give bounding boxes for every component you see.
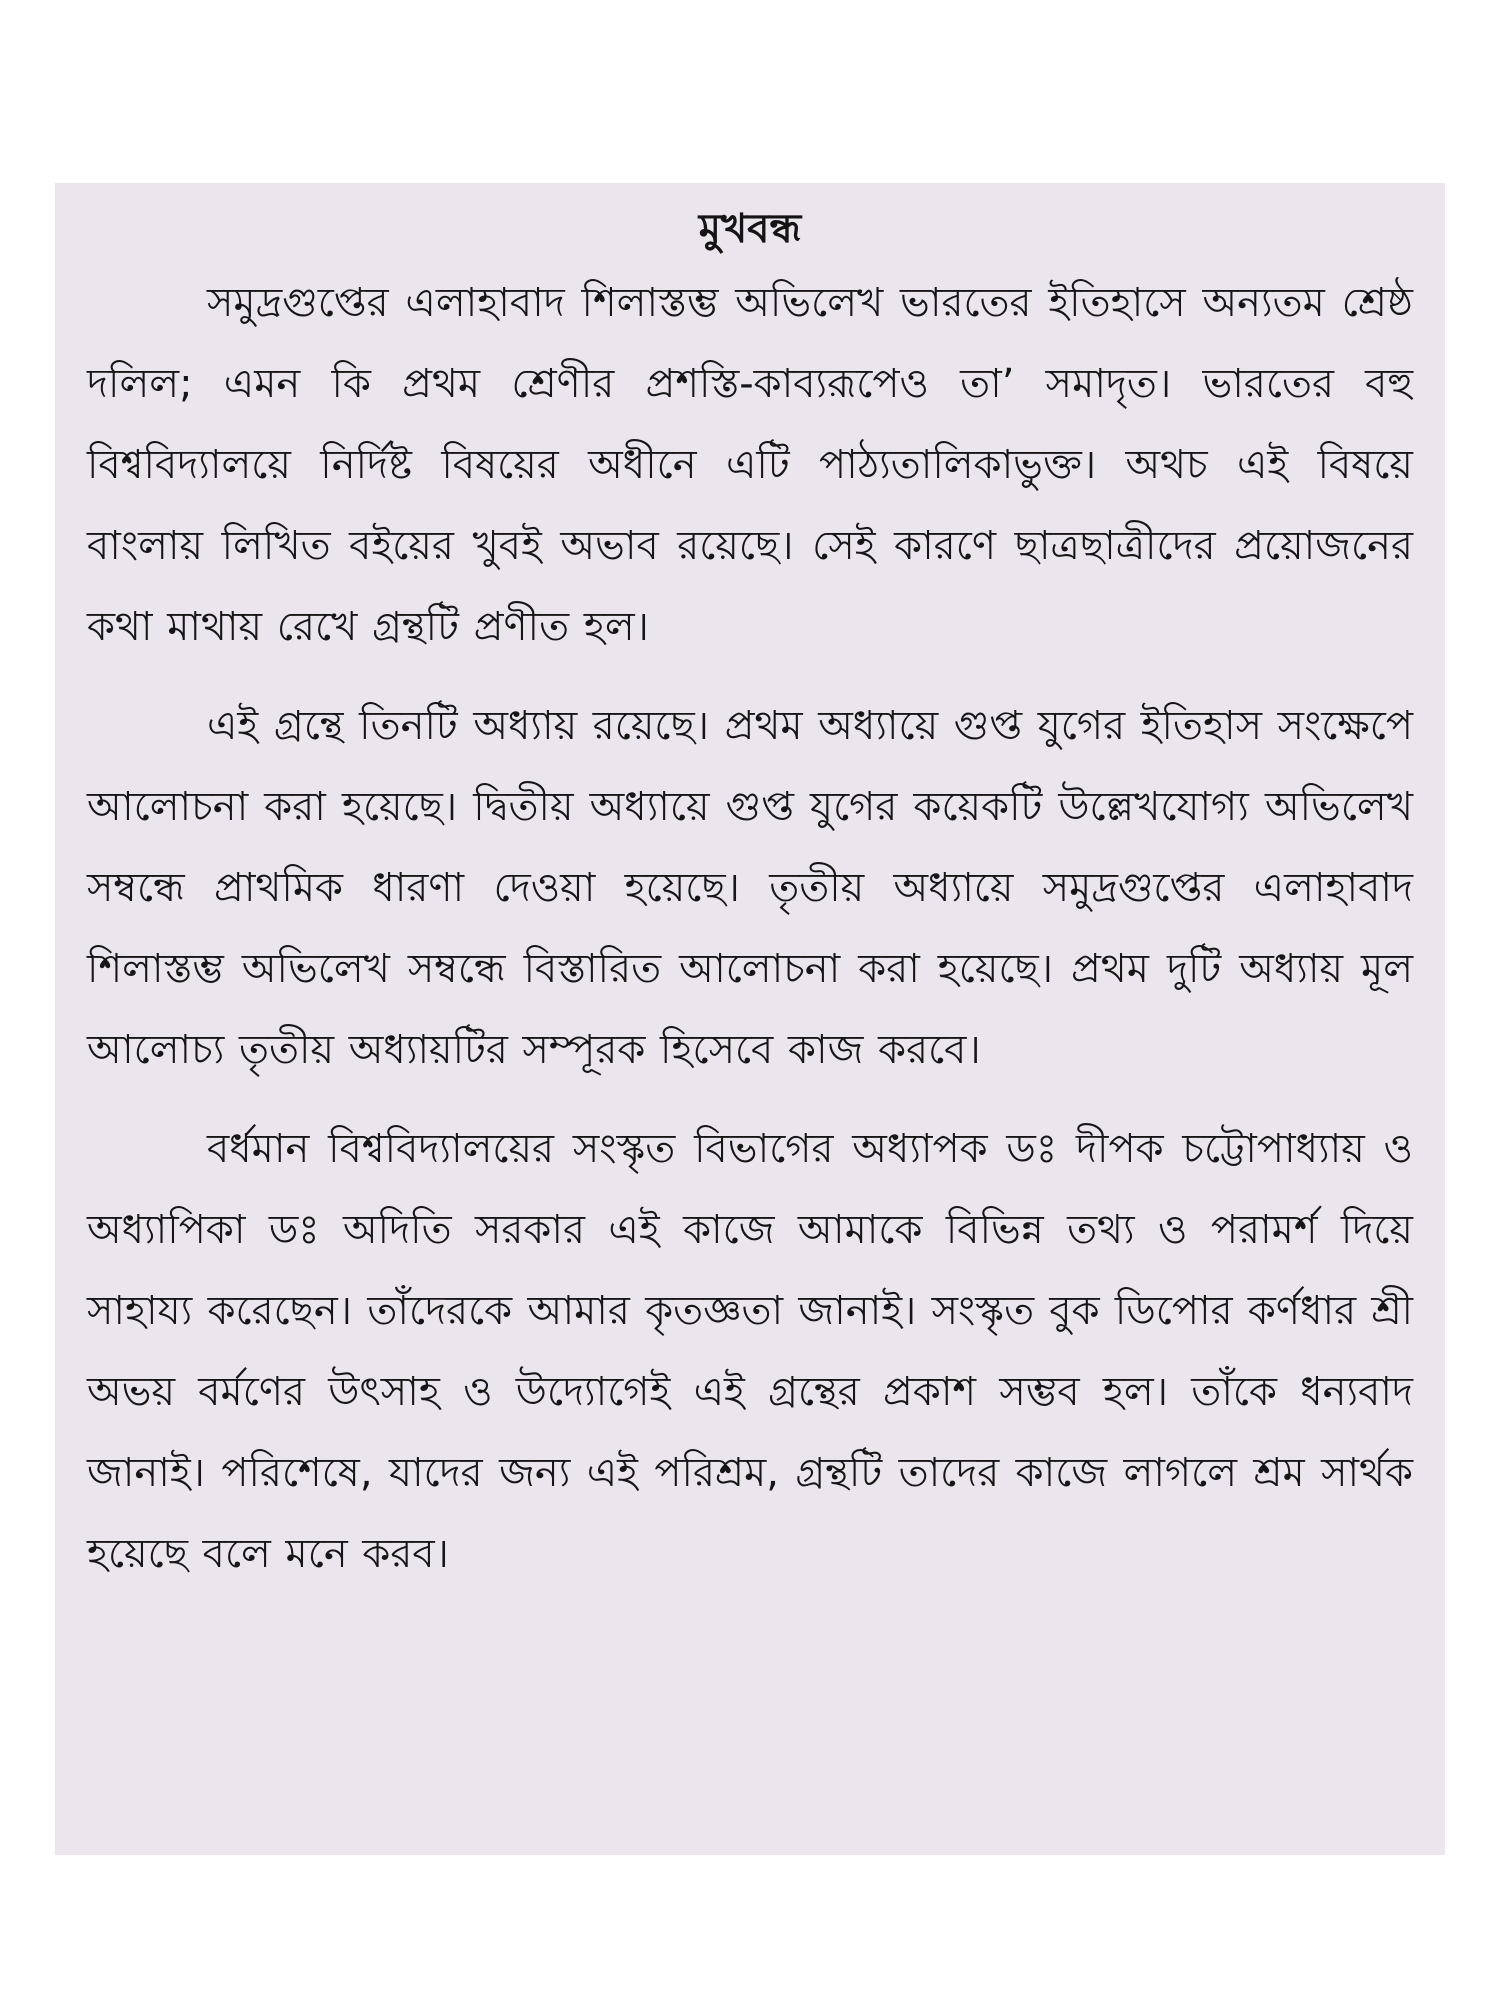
page-title: মুখবন্ধ bbox=[698, 206, 802, 252]
paragraph-3: বর্ধমান বিশ্ববিদ্যালয়ের সংস্কৃত বিভাগের অধ্যাপক ডঃ দীপক চট্টোপাধ্যায় ও অধ্যাপিকা ডঃ অদিতি সরকার এই কাজে আমাকে বিভিন্ন তথ্য ও পরামর্শ দিয়ে সাহায্য করেছেন। তাঁদেরকে আমার কৃতজ্ঞতা জানাই। সংস্কৃত বুক ডিপোর কর্ণধার শ্রী অভয় বর্মণের উৎসাহ ও উদ্যোগেই এই গ্রন্থের প্রকাশ সম্ভব হল। তাঁকে ধন্যবাদ জানাই। পরিশেষে, যাদের জন্য এই পরিশ্রম, গ্রন্থটি তাদের কাজে লাগলে শ্রম সার্থক হয়েছে বলে মনে করব। bbox=[87, 1126, 1413, 1577]
paragraph-1: সমুদ্রগুপ্তের এলাহাবাদ শিলাস্তম্ভ অভিলেখ ভারতের ইতিহাসে অন্যতম শ্রেষ্ঠ দলিল; এমন কি প্রথম শ্রেণীর প্রশস্তি-কাব্যরূপেও তা’ সমাদৃত। ভারতের বহু বিশ্ববিদ্যালয়ে নির্দিষ্ট বিষয়ের অধীনে এটি পাঠ্যতালিকাভুক্ত। অথচ এই বিষয়ে বাংলায় লিখিত বইয়ের খুবই অভাব রয়েছে। সেই কারণে ছাত্রছাত্রীদের প্রয়োজনের কথা মাথায় রেখে গ্রন্থটি প্রণীত হল। bbox=[87, 280, 1413, 650]
scanned-page bbox=[55, 183, 1445, 1855]
paragraph-2: এই গ্রন্থে তিনটি অধ্যায় রয়েছে। প্রথম অধ্যায়ে গুপ্ত যুগের ইতিহাস সংক্ষেপে আলোচনা করা হয়েছে। দ্বিতীয় অধ্যায়ে গুপ্ত যুগের কয়েকটি উল্লেখযোগ্য অভিলেখ সম্বন্ধে প্রাথমিক ধারণা দেওয়া হয়েছে। তৃতীয় অধ্যায়ে সমুদ্রগুপ্তের এলাহাবাদ শিলাস্তম্ভ অভিলেখ সম্বন্ধে বিস্তারিত আলোচনা করা হয়েছে। প্রথম দুটি অধ্যায় মূল আলোচ্য তৃতীয় অধ্যায়টির সম্পূরক হিসেবে কাজ করবে। bbox=[87, 703, 1413, 1073]
